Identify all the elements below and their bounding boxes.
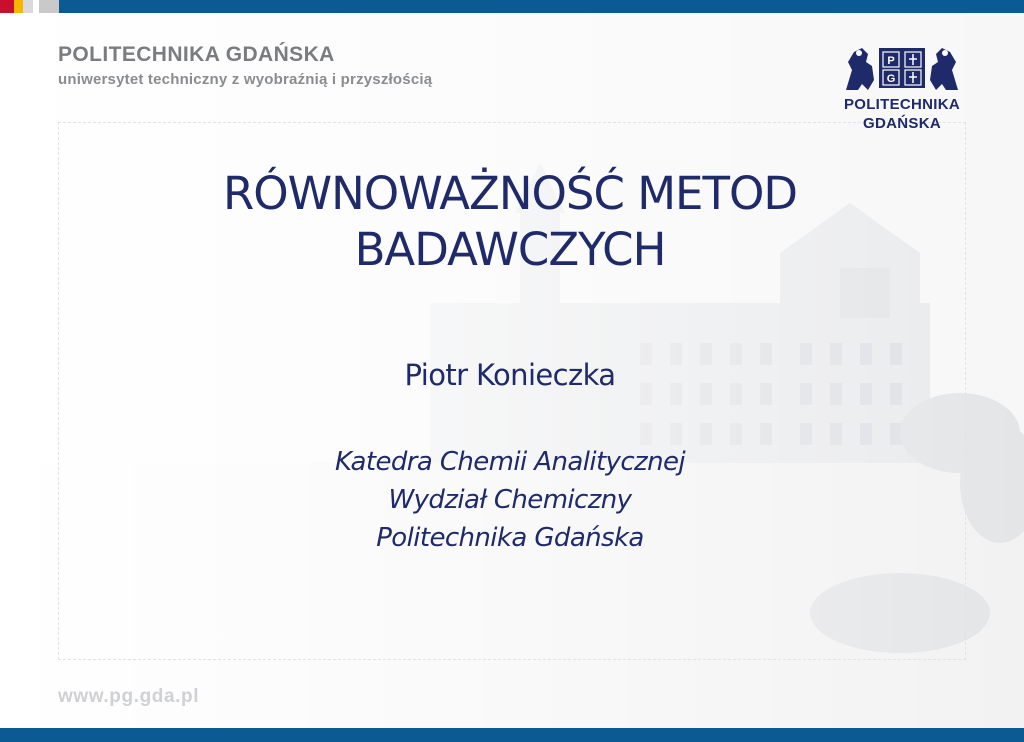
university-name: POLITECHNIKA GDAŃSKA	[58, 43, 335, 66]
logo-line-2: GDAŃSKA	[863, 115, 941, 132]
affiliation-faculty: Wydział Chemiczny	[388, 485, 632, 515]
footer-url: www.pg.gda.pl	[58, 686, 200, 707]
gray-stripe	[23, 0, 33, 13]
logo-line-1: POLITECHNIKA	[843, 96, 961, 113]
emblem-letter-p: P	[887, 55, 895, 67]
university-tagline: uniwersytet techniczny z wyobraźnią i przyszłością	[58, 71, 433, 88]
affiliation-block	[120, 443, 900, 557]
slide-title	[120, 166, 900, 278]
university-logo	[832, 40, 972, 140]
top-bar	[0, 0, 1024, 13]
emblem-letter-g: G	[886, 73, 896, 85]
title-line-1: RÓWNOWAŻNOŚĆ METOD	[222, 167, 798, 220]
affiliation-university: Politechnika Gdańska	[376, 523, 644, 553]
crest-icon	[832, 40, 972, 96]
affiliation-department: Katedra Chemii Analitycznej	[335, 447, 685, 477]
yellow-stripe	[14, 0, 23, 13]
bottom-bar	[0, 728, 1024, 742]
silver-stripe	[39, 0, 59, 13]
author-name: Piotr Konieczka	[404, 358, 616, 392]
title-line-2: BADAWCZYCH	[354, 223, 666, 276]
red-stripe	[0, 0, 14, 13]
